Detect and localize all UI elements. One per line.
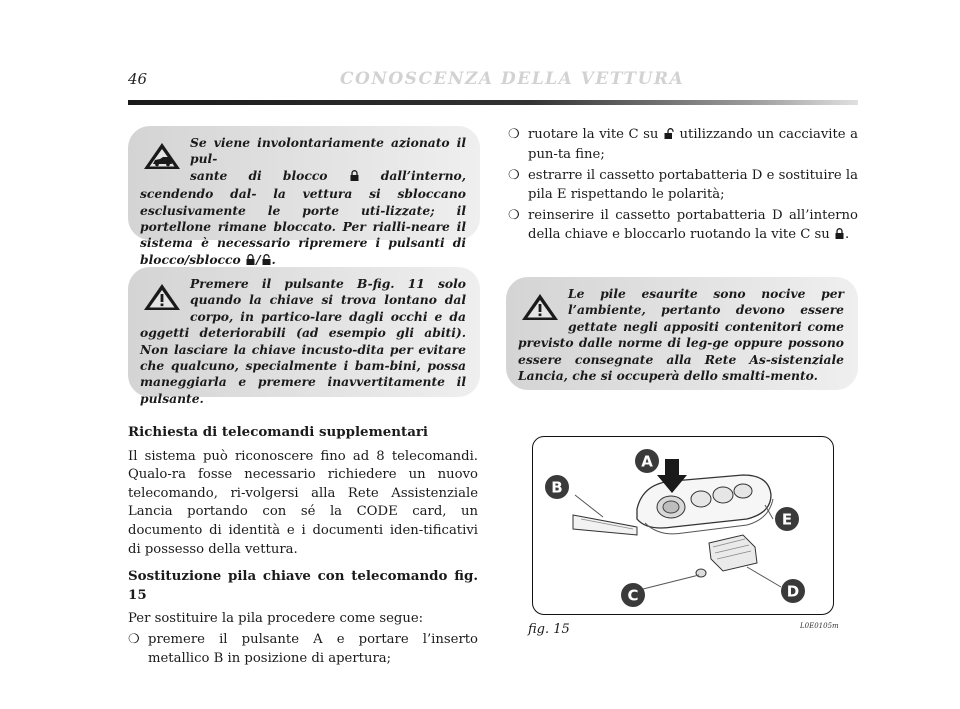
header-rule	[128, 100, 858, 105]
step-press-button-a: premere il pulsante A e portare l’inserto metallico B in posizione di apertura;	[148, 631, 478, 666]
page-number: 46	[128, 70, 148, 88]
figure-code: L0E0105m	[800, 622, 839, 630]
note-battery-disposal	[506, 277, 858, 390]
step-reinsert-drawer-pre: reinserire il cassetto portabatteria D all’interno della chiave e bloccarlo ruotando la vite C su	[528, 208, 858, 242]
label-d: D	[786, 582, 800, 601]
section-body-extra-remotes: Il sistema può riconoscere fino ad 8 telecomandi. Qualo-ra fosse necessario richiedere un nuovo telecomando, ri-volgersi alla Rete Assistenziale Lancia portando con sé la CODE card, un documento di identità e i documenti iden-tificativi di possesso della vettura.	[128, 448, 478, 557]
key-illustration	[533, 437, 832, 613]
bullet-mark: ❍	[128, 631, 140, 647]
list-item	[508, 126, 858, 164]
note1-sep: /	[256, 251, 261, 267]
label-a: A	[641, 452, 653, 471]
section-intro-battery: Per sostituire la pila procedere come segue:	[128, 611, 424, 627]
bullet-mark: ❍	[508, 208, 520, 224]
label-b: B	[551, 478, 563, 497]
step-rotate-screw-pre: ruotare la vite C su	[528, 127, 659, 142]
note1-last-pre: di blocco/sblocco	[140, 235, 467, 267]
warning-triangle-car-icon	[142, 141, 182, 171]
warning-triangle-icon	[142, 282, 182, 312]
right-column-steps	[508, 126, 858, 246]
lock-icon	[835, 227, 844, 246]
note-press-button-b	[128, 267, 480, 406]
bullet-mark: ❍	[508, 127, 520, 142]
note1-last-post: .	[271, 251, 276, 267]
lock-icon	[350, 170, 359, 186]
note2-text: Premere il pulsante B-fig. 11 solo quando la chiave si trova lontano dal corpo, in partico-lare dagli occhi e da oggetti deteriorabili (ad esempio gli abiti). Non lasciare la chiave incusto-dita per evitare che qualcuno, specialmente i bam-bini, possa maneggiarla e premere inavvertitamente il pulsante.	[140, 276, 466, 406]
note1-line1: Se viene involontariamente azionato il pul-	[190, 135, 466, 167]
list-item	[508, 167, 858, 204]
step-extract-drawer: estrarre il cassetto portabatteria D e sostituire la pila E rispettando le polarità;	[528, 168, 858, 202]
running-title: CONOSCENZA DELLA VETTURA	[340, 69, 685, 89]
note3-text: Le pile esaurite sono nocive per l’ambiente, pertanto devono essere gettate negli appositi contenitori come previsto dalle norme di leg-ge oppure possono essere consegnate alla Rete As-sistenziale Lancia, che si occuperà dello smalti-mento.	[518, 286, 844, 384]
bullet-mark: ❍	[508, 168, 520, 184]
step-rotate-screw-post: utilizzando un cacciavite a pun-ta fine;	[528, 127, 858, 162]
list-item	[128, 631, 478, 668]
step-reinsert-drawer-post: .	[844, 226, 850, 242]
section-title-extra-remotes: Richiesta di telecomandi supplementari	[128, 424, 429, 440]
note-accidental-lock	[128, 126, 480, 267]
left-column	[128, 423, 478, 668]
note1-line2-post: dall’interno, scendendo dal-	[140, 167, 467, 202]
figure-caption: fig. 15	[528, 622, 570, 637]
note1-rest: la vettura si sbloccano esclusivamente le porte uti-lizzate; il portellone rimane bloccato. Per rialli-neare il sistema è necessario ripremere i pulsanti	[140, 186, 466, 251]
section-title-battery-replacement: Sostituzione pila chiave con telecomando fig. 15	[128, 568, 478, 603]
list-item	[508, 207, 858, 245]
warning-triangle-icon	[520, 292, 560, 322]
label-e: E	[781, 510, 793, 529]
figure-key-battery	[532, 436, 834, 615]
label-c: C	[627, 586, 639, 605]
note1-line2-pre: sante di blocco	[190, 167, 328, 183]
unlock-icon	[664, 127, 674, 146]
